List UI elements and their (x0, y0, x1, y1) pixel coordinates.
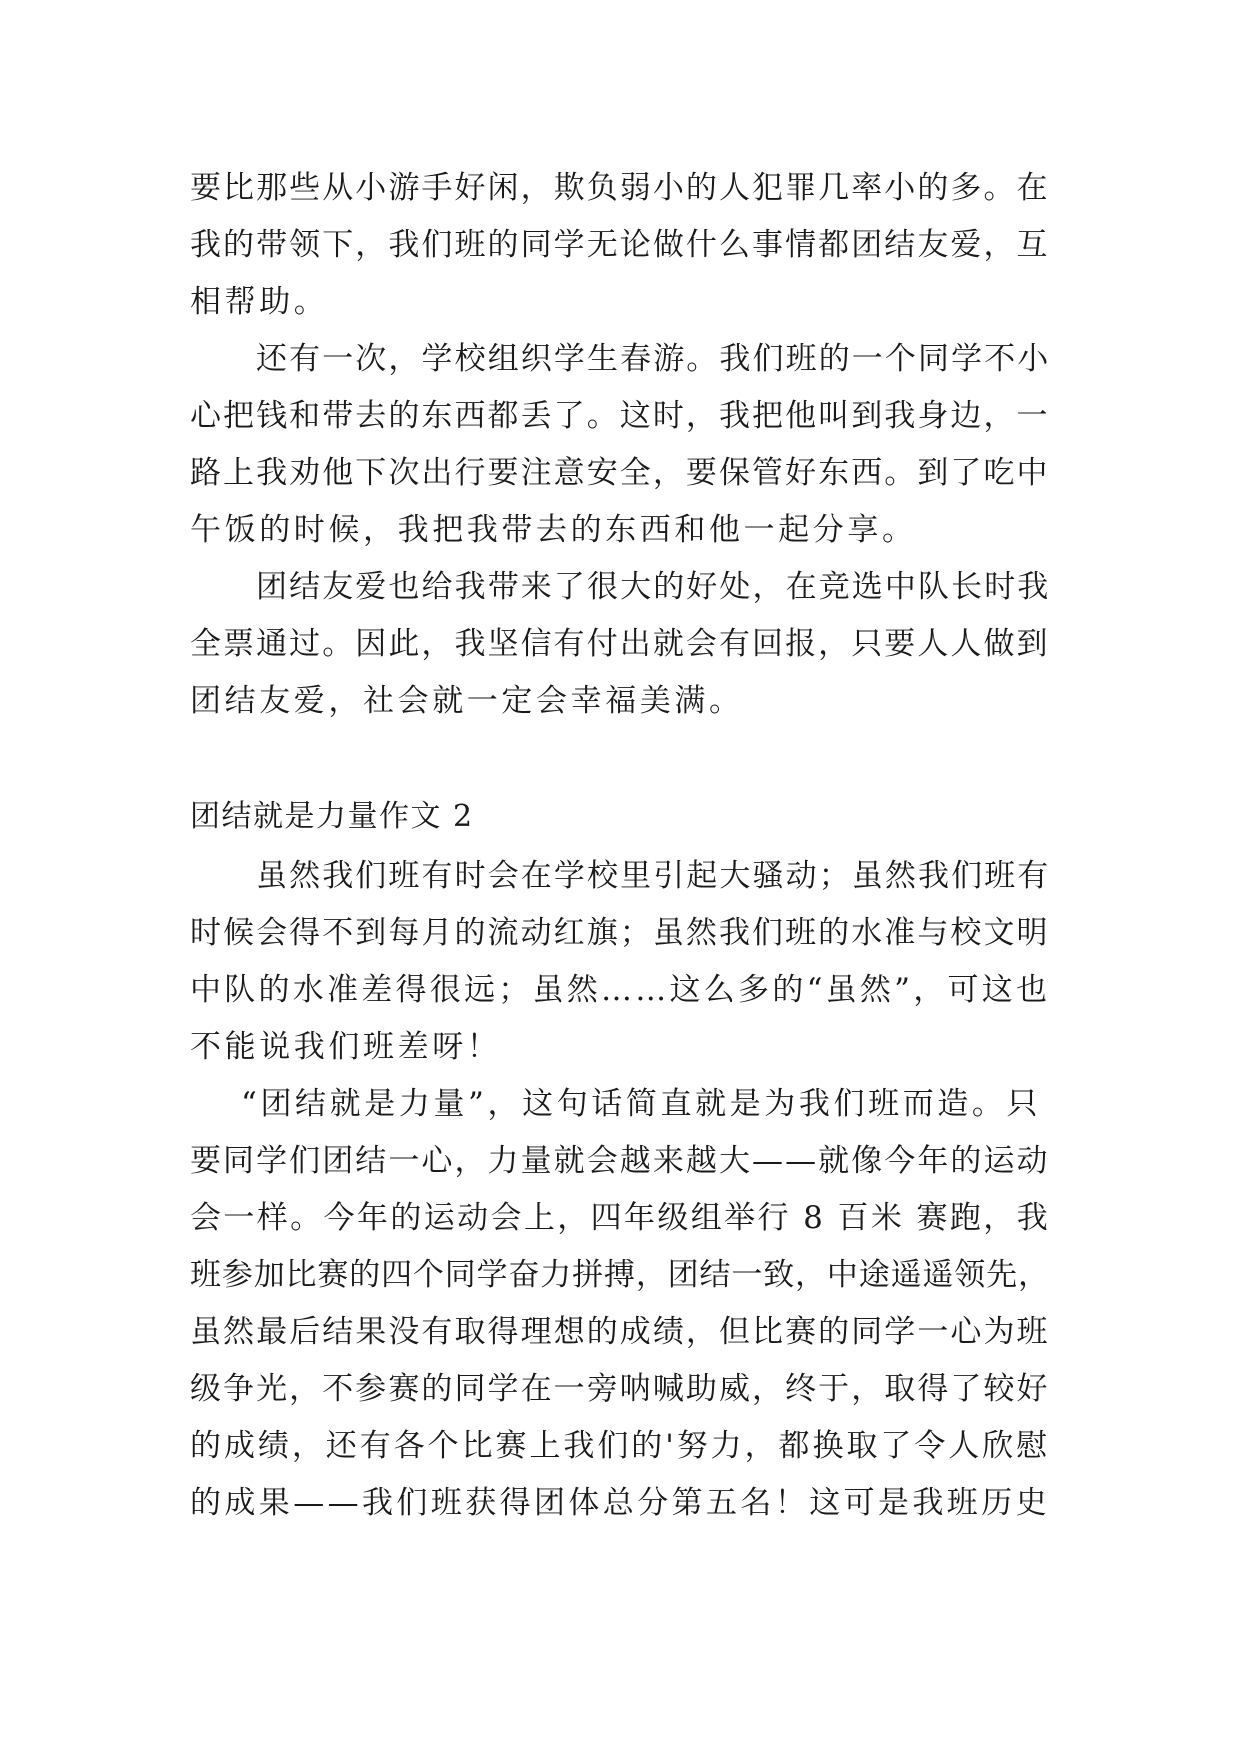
paragraph-4-line-2: 时候会得不到每月的流动红旗；虽然我们班的水准与校文明 (190, 915, 1050, 951)
paragraph-1-line-1: 要比那些从小游手好闲，欺负弱小的人犯罪几率小的多。在 (190, 170, 1050, 206)
paragraph-3-line-3: 团结友爱，社会就一定会幸福美满。 (190, 683, 744, 719)
paragraph-1-line-3: 相帮助。 (190, 284, 329, 320)
paragraph-2-line-3: 路上我劝他下次出行要注意安全，要保管好东西。到了吃中 (190, 455, 1050, 491)
paragraph-5-line-8: 的成果——我们班获得团体总分第五名！这可是我班历史 (190, 1485, 1050, 1521)
paragraph-5-line-6: 级争光，不参赛的同学在一旁呐喊助威，终于，取得了较好 (190, 1371, 1050, 1407)
paragraph-4-line-3: 中队的水准差得很远；虽然……这么多的“虽然”，可这也 (190, 972, 1051, 1008)
paragraph-3-line-1: 团结友爱也给我带来了很大的好处，在竞选中队长时我 (256, 569, 1051, 605)
paragraph-5-line-5: 虽然最后结果没有取得理想的成绩，但比赛的同学一心为班 (190, 1314, 1050, 1350)
paragraph-5-line-4: 班参加比赛的四个同学奋力拼搏，团结一致，中途遥遥领先， (190, 1257, 1050, 1293)
paragraph-4-line-4: 不能说我们班差呀！ (190, 1029, 502, 1065)
paragraph-2-line-4: 午饭的时候，我把我带去的东西和他一起分享。 (190, 512, 917, 548)
paragraph-4-line-1: 虽然我们班有时会在学校里引起大骚动；虽然我们班有 (256, 858, 1051, 894)
paragraph-2-line-2: 心把钱和带去的东西都丢了。这时，我把他叫到我身边，一 (190, 398, 1050, 434)
paragraph-1-line-2: 我的带领下，我们班的同学无论做什么事情都团结友爱，互 (190, 227, 1050, 263)
paragraph-5-line-3: 会一样。今年的运动会上，四年级组举行 8 百米 赛跑，我 (190, 1200, 1051, 1236)
paragraph-5-line-7: 的成绩，还有各个比赛上我们的'努力，都换取了令人欣慰 (190, 1428, 1051, 1464)
section-title: 团结就是力量作文 2 (190, 799, 474, 834)
paragraph-2-line-1: 还有一次，学校组织学生春游。我们班的一个同学不小 (256, 341, 1051, 377)
paragraph-5-line-1: “团结就是力量”，这句话简直就是为我们班而造。只 (241, 1086, 1042, 1122)
paragraph-5-line-2: 要同学们团结一心，力量就会越来越大——就像今年的运动 (190, 1143, 1050, 1179)
paragraph-3-line-2: 全票通过。因此，我坚信有付出就会有回报，只要人人做到 (190, 626, 1050, 662)
